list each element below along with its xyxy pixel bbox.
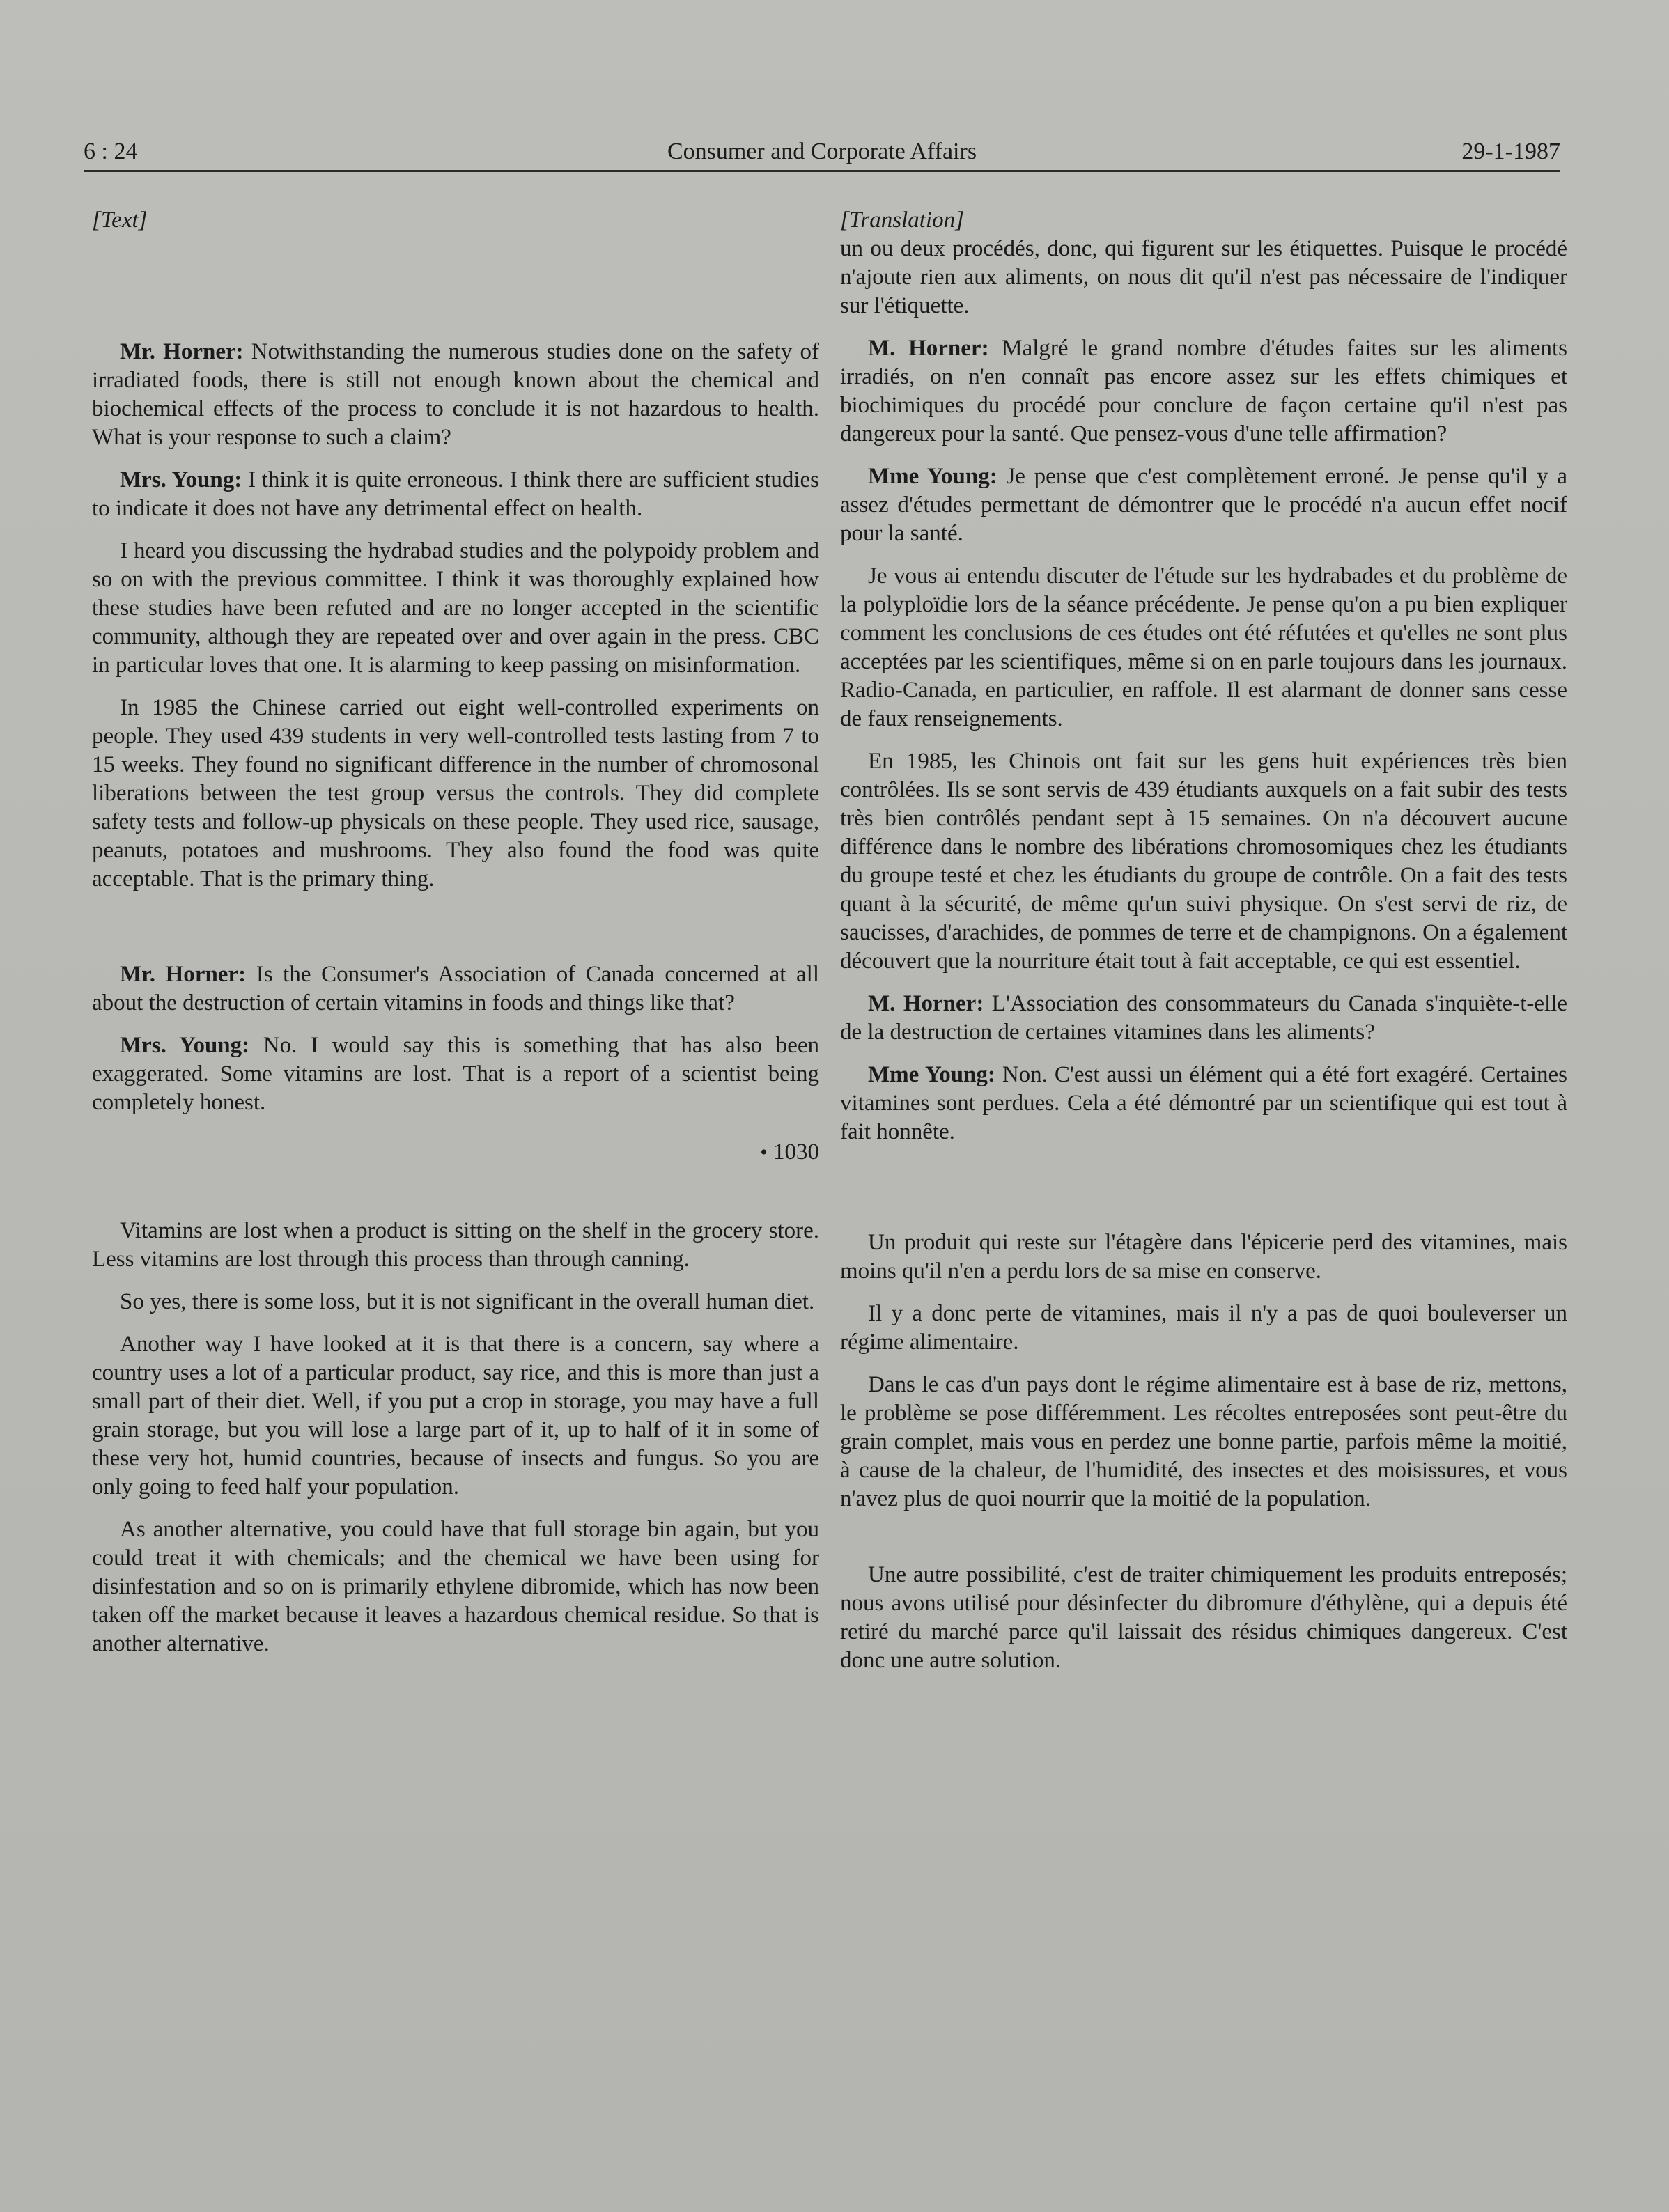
speaker-name: Mme Young: [868, 1062, 995, 1087]
french-column [840, 206, 1567, 1675]
paragraph: En 1985, les Chinois ont fait sur les gens huit expériences très bien contrôlées. Ils se sont servis de 439 étudiants auxquels on a fait subir des tests très bien contrôlés pendant sept à 15 semaines. On n'a découvert aucune différence dans le nombre des libérations chromosomiques chez les étudiants du groupe testé et chez les étudiants du groupe de contrôle. On a fait des tests quant à la sécurité, de même qu'un suivi physique. On s'est servi de riz, de saucisses, d'arachides, de pommes de terre et de champignons. On a également découvert que la nourriture était tout à fait acceptable, ce qui est essentiel. [840, 749, 1567, 974]
speaker-name: Mme Young: [868, 464, 997, 489]
paragraph [840, 990, 1567, 1047]
paragraph [92, 1031, 819, 1117]
paragraph-text: Je pense que c'est complètement erroné. Je pense qu'il y a assez d'études permettant de démontrer que le procédé n'a aucun effet nocif pour la santé. [840, 464, 1567, 546]
paragraph [92, 338, 819, 452]
speaker-name: M. Horner: [868, 336, 989, 361]
paragraph: Une autre possibilité, c'est de traiter chimiquement les produits entreposés; nous avons utilisé pour désinfecter du dibromure d'éthylène, qui a depuis été retiré du marché parce qu'il laissait des résidus chimiques dangereux. C'est donc une autre solution. [840, 1562, 1567, 1673]
paragraph: Je vous ai entendu discuter de l'étude sur les hydrabades et du problème de la polyploïdie lors de la séance précédente. Je pense qu'on a pu bien expliquer comment les conclusions de ces études ont été réfutées et qu'elles ne sont plus acceptées par les scientifiques, même si on en parle toujours dans les journaux. Radio-Canada, en particulier, en raffole. Il est alarmant de donner sans cesse de faux renseignements. [840, 563, 1567, 731]
paragraph: Another way I have looked at it is that there is a concern, say where a country uses a lot of a particular product, say rice, and this is more than just a small part of their diet. Well, if you put a crop in storage, you may have a full grain storage, but you will lose a large part of it, up to half of it in some of these very hot, humid countries, because of insects and fungus. So you are only going to feed half your population. [92, 1332, 819, 1500]
page-date: 29-1-1987 [1461, 139, 1560, 164]
paragraph-text: Malgré le grand nombre d'études faites sur les aliments irradiés, on n'en connaît pas encore assez sur les effets chimiques et biochimiques du procédé pour conclure de façon certaine qu'il n'est pas dangereux pour la santé. Que pensez-vous d'une telle affirmation? [840, 336, 1567, 446]
paragraph: Dans le cas d'un pays dont le régime alimentaire est à base de riz, mettons, le problème se pose différemment. Les récoltes entreposées sont peut-être du grain complet, mais vous en perdez une bonne partie, parfois même la moitié, à cause de la chaleur, de l'humidité, des insectes et des moisissures, et vous n'avez plus de quoi nourrir que la moitié de la population. [840, 1372, 1567, 1511]
translation-label-value: Translation [848, 208, 956, 233]
page-header [84, 132, 1560, 171]
speaker-name: Mr. Horner: [120, 339, 244, 364]
paragraph: As another alternative, you could have that full storage bin again, but you could treat it with chemicals; and the chemical we have been using for disinfestation and so on is primarily ethylene dibromide, which has now been taken off the market because it leaves a hazardous chemical residue. So that is another alternative. [92, 1517, 819, 1656]
speaker-name: M. Horner: [868, 991, 984, 1016]
text-label-value: Text [100, 208, 139, 233]
speaker-name: Mrs. Young: [120, 1033, 250, 1058]
paragraph [840, 462, 1567, 548]
paragraph-text: Notwithstanding the numerous studies done on the safety of irradiated foods, there is still not enough known about the chemical and biochemical effects of the process to conclude it is not hazardous to health. What is your response to such a claim? [92, 339, 820, 450]
paragraph: Il y a donc perte de vitamines, mais il n'y a pas de quoi bouleverser un régime alimentaire. [840, 1301, 1567, 1355]
page-number: 6 : 24 [84, 139, 138, 164]
paragraph-text: Non. C'est aussi un élément qui a été fort exagéré. Certaines vitamines sont perdues. Cela a été démontré par un scientifique qui est tout à fait honnête. [840, 1062, 1567, 1144]
header-rule [84, 170, 1560, 172]
paragraph: Vitamins are lost when a product is sitting on the shelf in the grocery store. Less vitamins are lost through this process than through canning. [92, 1218, 819, 1272]
speaker-name: Mr. Horner: [120, 962, 247, 987]
paragraph [92, 466, 819, 523]
paragraph [840, 1061, 1567, 1146]
paragraph-text: I think it is quite erroneous. I think there are sufficient studies to indicate it does not have any detrimental effect on health. [92, 467, 820, 521]
time-marker-value: 1030 [773, 1139, 819, 1165]
paragraph-text: No. I would say this is something that has also been exaggerated. Some vitamins are lost. That is a report of a scientist being completely honest. [92, 1033, 819, 1115]
paragraph: un ou deux procédés, donc, qui figurent sur les étiquettes. Puisque le procédé n'ajoute rien aux aliments, on nous dit qu'il n'est pas nécessaire de l'indiquer sur l'étiquette. [840, 236, 1567, 318]
translation-label: [Translation] [840, 208, 964, 233]
time-marker [92, 1138, 819, 1167]
paragraph [840, 334, 1567, 449]
paragraph-text: L'Association des consommateurs du Canada s'inquiète-t-elle de la destruction de certaines vitamines dans les aliments? [840, 991, 1567, 1045]
page-title: Consumer and Corporate Affairs [667, 139, 977, 164]
speaker-name: Mrs. Young: [120, 467, 242, 492]
paragraph: Un produit qui reste sur l'étagère dans l'épicerie perd des vitamines, mais moins qu'il n'en a perdu lors de sa mise en conserve. [840, 1230, 1567, 1284]
english-column [92, 206, 819, 1658]
paragraph: In 1985 the Chinese carried out eight well-controlled experiments on people. They used 439 students in very well-controlled tests lasting from 7 to 15 weeks. They found no significant difference in the number of chromosonal liberations between the test group versus the controls. They did complete safety tests and follow-up physicals on these people. They used rice, sausage, peanuts, potatoes and mushrooms. They also found the food was quite acceptable. That is the primary thing. [92, 695, 819, 891]
paragraph: I heard you discussing the hydrabad studies and the polypoidy problem and so on with the previous committee. I think it was thoroughly explained how these studies have been refuted and are no longer accepted in the scientific community, although they are repeated over and over again in the press. CBC in particular loves that one. It is alarming to keep passing on misinformation. [92, 538, 819, 678]
bullet-icon: • [760, 1141, 768, 1164]
paragraph: So yes, there is some loss, but it is not significant in the overall human diet. [120, 1289, 815, 1314]
text-label: [Text] [92, 208, 148, 233]
paragraph-text: Is the Consumer's Association of Canada concerned at all about the destruction of certain vitamins in foods and things like that? [92, 962, 820, 1015]
paragraph [92, 960, 819, 1018]
